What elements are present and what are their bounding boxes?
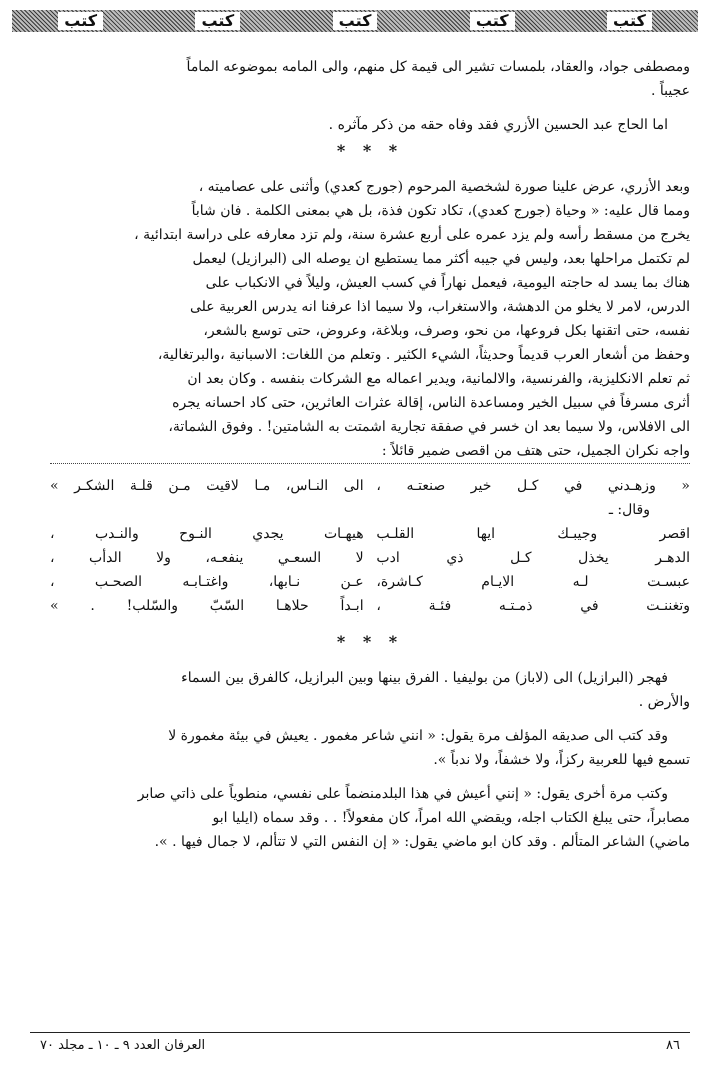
verse-first-hemistich: الدهـر يخذل كـل ذي ادب (376, 550, 690, 566)
section-divider-stars: * * * (336, 141, 404, 160)
paragraph-s2 (50, 175, 690, 463)
header-word: كتب (58, 12, 103, 30)
verse-first-hemistich: عبسـت لـه الايـام كـاشرة، (376, 574, 690, 590)
said-label: وقال: ـ (608, 502, 650, 518)
verse-first-hemistich: « وزهـدني في كـل خير صنعتـه ، (376, 478, 690, 494)
line: ثم تعلم الانكليزية، والفرنسية، والالمانية، ويدير اعماله مع الشركات بنفسه . وكان بعد ان (187, 371, 690, 387)
paragraph-s3-p2 (50, 724, 690, 772)
header-band (12, 10, 698, 32)
line: ومما قال عليه: « وحياة (جورج كعدي)، تكاد تكون فذة، بل هي بمعنى الكلمة . فان شاباً (191, 203, 690, 219)
line: مصابراً، حتى يبلغ الكتاب اجله، ويقضي الله امراً، كان مفعولاً! . . وقد سماه (ايليا ابو (212, 810, 690, 826)
line: الى الافلاس، ولا سيما بعد ان خسر في صفقة تجارية اشمتت به الشامتين! . وفوق الشماتة، (168, 419, 690, 435)
line: وقد كتب الى صديقه المؤلف مرة يقول: « انني شاعر مغمور . يعيش في بيئة مغمورة لا (168, 728, 668, 744)
poem-verse (50, 570, 690, 594)
spacer (50, 772, 690, 782)
paragraph-s1-p1 (50, 55, 690, 103)
verse-second-hemistich: الى النـاس، مـا لاقيت مـن قلـة الشكـر » (50, 478, 364, 494)
page-content (50, 55, 690, 1020)
line: عجيباً . (650, 83, 690, 99)
header-word: كتب (470, 12, 515, 30)
poem-verse (50, 522, 690, 546)
line: تسمع فيها للعربية ركزاً، ولا خشفاً، ولا ندباً ». (433, 752, 690, 768)
spacer (50, 165, 690, 175)
line: هناك بما يسد له حاجته اليومية، فيعمل نهاراً في كسب العيش، وليلاً في الانكباب على (205, 275, 690, 291)
line: وبعد الأزري، عرض علينا صورة لشخصية المرحوم (جورج كعدي) وأثنى على عصاميته ، (198, 179, 690, 195)
section-divider-stars: * * * (336, 632, 404, 651)
paragraph-s3-p3 (50, 782, 690, 854)
line: وكتب مرة أخرى يقول: « إنني أعيش في هذا البلدمنضماً على نفسي، منطوياً على ذاتي صابر (137, 786, 668, 802)
line: نفسه، حتى اتقنها بكل فروعها، من نحو، وصرف، وبلاغة، وعروض، حتى توسع بالشعر، (203, 323, 690, 339)
line: ماضي) الشاعر المتألم . وقد كان ابو ماضي يقول: « إن النفس التي لا تتألم، لا جمال فيها . ». (154, 834, 690, 850)
poem-verse (50, 546, 690, 570)
verse-second-hemistich: ابـداً حلاهـا السّبّ والسّلب! . » (50, 598, 364, 614)
line: فهجر (البرازيل) الى (لاباز) من بوليفيا . الفرق بينها وبين البرازيل، كالفرق بين السماء (181, 670, 668, 686)
journal-reference: العرفان العدد ٩ ـ ١٠ ـ مجلد ٧٠ (40, 1038, 206, 1053)
line: ومصطفى جواد، والعقاد، بلمسات تشير الى قيمة كل منهم، والى المامه بموضوعه الماماً (186, 59, 690, 75)
verse-first-hemistich: وتغننـت في ذمـتـه فئـة ، (376, 598, 690, 614)
spacer (50, 618, 690, 628)
verse-second-hemistich: هيهـات يجدي النـوح والنـدب ، (50, 526, 364, 542)
line: أثرى مسرفاً في سبيل الخير ومساعدة الناس، إقالة عثرات العاثرين، حتى كاد احسانه يجره (172, 395, 690, 411)
spacer (50, 656, 690, 666)
line: واجه نكران الجميل، حتى هتف من اقصى ضمير قائلاً : (381, 443, 690, 459)
spacer (50, 714, 690, 724)
header-word: كتب (195, 12, 240, 30)
poem-verse (50, 474, 690, 498)
line: يخرج من مسقط رأسه ولم يزد عمره على أربع عشرة سنة، ولم تزد معارفه على دراسة ابتدائية ، (134, 227, 690, 243)
line: وحفظ من أشعار العرب قديماً وحديثاً، الشيء الكثير . وتعلم من اللغات: الاسبانية ،والبرتغالية، (157, 347, 690, 363)
footer-rule (30, 1032, 690, 1033)
line: لم تكتمل مراحلها بعد، وليس في جيبه أكثر مما يستطيع ان يوصله الى (البرازيل) ليعمل (192, 251, 690, 267)
line: الدرس، لامر لا يخلو من الدهشة، والاستغراب، ولا سيما اذا عرفنا انه يدرس العربية على (189, 299, 690, 315)
line: والأرض . (638, 694, 690, 710)
dotted-divider (50, 463, 690, 474)
poem-verse (50, 594, 690, 618)
spacer (50, 103, 690, 113)
header-word: كتب (333, 12, 378, 30)
page-footer (40, 1038, 680, 1053)
header-word: كتب (607, 12, 652, 30)
verse-second-hemistich: عـن نـابها، واغتـابـه الصحـب ، (50, 574, 364, 590)
paragraph-s3-p1 (50, 666, 690, 714)
verse-first-hemistich: اقصر وجيبـك ايها القلـب (376, 526, 690, 542)
verse-second-hemistich: لا السعـي ينفعـه، ولا الدأب ، (50, 550, 364, 566)
page-number: ٨٦ (666, 1038, 680, 1053)
paragraph-s1-p2: اما الحاج عبد الحسين الأزري فقد وفاه حقه من ذكر مآثره . (328, 117, 668, 133)
